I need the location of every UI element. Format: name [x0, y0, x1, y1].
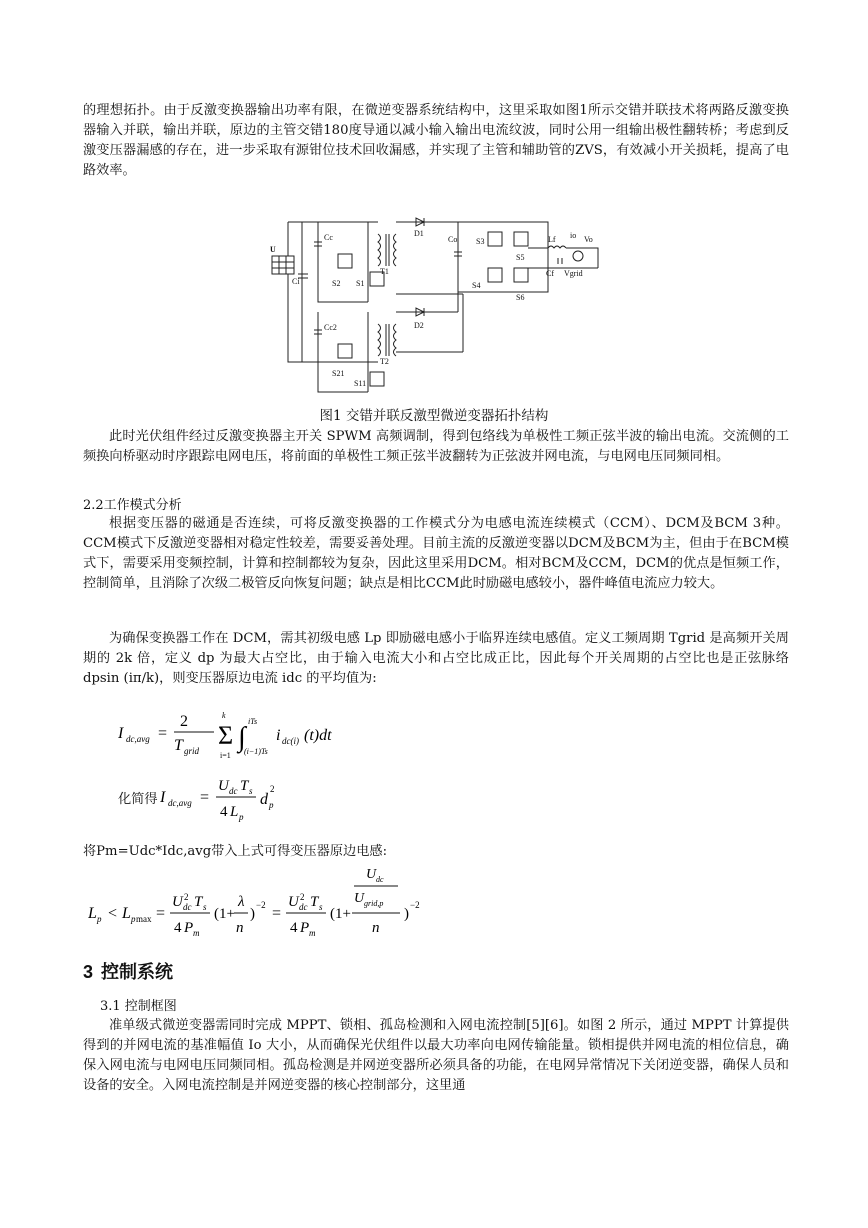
paragraph-dcm: 为确保变换器工作在 DCM，需其初级电感 Lp 即励磁电感小于临界连续电感值。定义工频周期 Tgrid 是高频开关周期的 2k 倍，定义 dp 为最大占空比，由于输入电流大小和占空比成正比，因此每个开关周期的占空比也是正弦脉络 dpsin (iπ/k)，则变压器原边电流 idc 的平均值为:	[83, 631, 789, 686]
figure-1-circuit	[258, 212, 610, 402]
label-U: U	[270, 245, 276, 254]
figure-1-caption: 图1 交错并联反激型微逆变器拓扑结构	[319, 408, 549, 424]
paragraph-modes: 根据变压器的磁通是否连续，可将反激变换器的工作模式分为电感电流连续模式（CCM）、DCM及BCM 3种。CCM模式下反激逆变器相对稳定性较差，需要妥善处理。目前主流的反激逆变器以DCM及BCM为主，但由于在BCM模式下，需要采用变频控制，计算和控制都较为复杂，因此这里采用DCM。相对BCM及CCM，DCM的优点是恒频工作，控制简单，且消除了次级二极管反向恢复问题；缺点是相比CCM此时励磁电感较小，器件峰值电流应力较大。	[83, 516, 789, 591]
svg-text:L: L	[122, 905, 131, 922]
svg-text:P: P	[184, 920, 194, 936]
svg-text:<: <	[108, 905, 118, 922]
svg-text:p: p	[239, 812, 244, 822]
label-Ci: Ci	[292, 277, 300, 286]
svg-text:4: 4	[174, 920, 182, 936]
svg-text:=: =	[156, 905, 166, 922]
svg-text:dc,avg: dc,avg	[126, 734, 150, 744]
section-heading-3	[83, 958, 173, 984]
svg-text:4: 4	[290, 920, 298, 936]
svg-text:T: T	[174, 737, 183, 754]
svg-text:λ: λ	[238, 894, 245, 910]
label-io: io	[570, 231, 577, 240]
svg-text:Σ: Σ	[218, 721, 234, 750]
svg-text:2: 2	[300, 892, 305, 902]
svg-text:U: U	[354, 891, 365, 906]
svg-text:∫: ∫	[238, 722, 246, 753]
svg-text:I: I	[160, 789, 166, 806]
section-heading-3-1: 3.1 控制框图	[100, 999, 177, 1014]
svg-text:2: 2	[180, 713, 188, 730]
svg-text:): )	[404, 906, 409, 922]
equation-simplify-label: 化简得	[118, 792, 158, 807]
svg-text:): )	[250, 906, 255, 922]
svg-text:d: d	[260, 791, 268, 808]
label-T2: T2	[380, 357, 389, 366]
svg-text:s: s	[319, 902, 323, 912]
label-Cc: Cc	[324, 233, 333, 242]
label-T1: T1	[380, 267, 389, 276]
svg-text:2: 2	[270, 784, 275, 794]
label-S11: S11	[354, 379, 367, 388]
svg-text:m: m	[309, 928, 316, 938]
svg-text:I: I	[118, 725, 124, 742]
paragraph-control: 准单级式微逆变器需同时完成 MPPT、锁相、孤岛检测和入网电流控制[5][6]。如图 2 所示，通过 MPPT 计算提供得到的并网电流的基准幅值 Io 大小，从而确保光伏组件以最大功率向电网传输能量。锁相提供并网电流的相位信息，确保入网电流与电网电压同频同相。孤岛检测是并网逆变器所必须具备的功能，在电网异常情况下关闭逆变器，确保人员和设备的安全。入网电流控制是并网逆变器的核心控制部分，这里通	[83, 1018, 789, 1093]
svg-text:dc,avg: dc,avg	[168, 798, 192, 808]
label-Lf: Lf	[548, 235, 556, 244]
svg-text:U: U	[288, 894, 299, 910]
svg-text:k: k	[222, 711, 226, 720]
svg-text:−2: −2	[410, 900, 420, 910]
label-S1: S1	[356, 279, 365, 288]
equation-idc-avg	[118, 704, 378, 769]
label-S21: S21	[332, 369, 345, 378]
label-S4: S4	[472, 281, 481, 290]
svg-text:p: p	[131, 914, 136, 924]
svg-text:P: P	[300, 920, 310, 936]
svg-text:=: =	[158, 725, 168, 742]
svg-text:T: T	[240, 778, 249, 794]
svg-text:−2: −2	[256, 900, 266, 910]
section-title: 控制系统	[101, 962, 174, 983]
svg-text:iTs: iTs	[248, 717, 258, 726]
svg-text:U: U	[172, 894, 183, 910]
svg-text:L: L	[230, 804, 239, 820]
svg-text:=: =	[272, 905, 282, 922]
svg-text:i=1: i=1	[220, 751, 231, 760]
label-S2: S2	[332, 279, 341, 288]
svg-text:(i−1)Ts: (i−1)Ts	[244, 747, 268, 756]
label-Vo: Vo	[584, 235, 593, 244]
svg-text:4: 4	[220, 804, 228, 820]
label-Cc2: Cc2	[324, 323, 337, 332]
svg-text:p: p	[97, 914, 102, 924]
label-Co: Co	[448, 235, 458, 244]
equation-substitute-label: 将Pm=Udc*Idc,avg带入上式可得变压器原边电感:	[83, 844, 388, 859]
section-heading-2-2: 2.2工作模式分析	[83, 498, 182, 513]
svg-text:2: 2	[184, 892, 189, 902]
svg-text:dc: dc	[299, 902, 308, 912]
equation-lp-max	[88, 866, 448, 951]
svg-text:m: m	[193, 928, 200, 938]
svg-text:(1+: (1+	[214, 906, 235, 922]
svg-text:T: T	[194, 894, 203, 910]
svg-text:max: max	[136, 914, 152, 924]
label-Cf: Cf	[546, 269, 554, 278]
svg-text:(t)dt: (t)dt	[304, 727, 332, 744]
svg-text:grid: grid	[184, 746, 200, 756]
svg-text:s: s	[249, 786, 253, 796]
svg-text:dc: dc	[183, 902, 192, 912]
svg-text:T: T	[310, 894, 319, 910]
equation-idc-avg-simplified	[160, 770, 300, 831]
label-S3: S3	[476, 237, 485, 246]
label-S5: S5	[516, 253, 525, 262]
svg-text:=: =	[200, 789, 210, 806]
svg-text:n: n	[372, 920, 380, 936]
svg-text:dc(i): dc(i)	[282, 736, 299, 746]
label-D2: D2	[414, 321, 424, 330]
label-S6: S6	[516, 293, 525, 302]
label-D1: D1	[414, 229, 424, 238]
paragraph-topology: 的理想拓扑。由于反激变换器输出功率有限，在微逆变器系统结构中，这里采取如图1所示交错并联技术将两路反激变换器输入并联，输出并联，原边的主管交错180度导通以减小输入输出电流纹波，同时公用一组输出极性翻转桥；考虑到反激变压器漏感的存在，进一步采取有源钳位技术回收漏感，并实现了主管和辅助管的ZVS，有效减小开关损耗，提高了电路效率。	[83, 103, 789, 178]
svg-text:dc: dc	[376, 875, 384, 884]
paragraph-spwm: 此时光伏组件经过反激变换器主开关 SPWM 高频调制，得到包络线为单极性工频正弦半波的输出电流。交流侧的工频换向桥驱动时序跟踪电网电压，将前面的单极性工频正弦半波翻转为正弦波并网电流，与电网电压同频同相。	[83, 429, 789, 464]
section-number: 3	[83, 962, 94, 982]
svg-text:i: i	[276, 727, 281, 744]
svg-text:U: U	[218, 778, 229, 794]
svg-text:L: L	[88, 905, 97, 922]
svg-text:dc: dc	[229, 786, 238, 796]
svg-text:s: s	[203, 902, 207, 912]
svg-text:grid,p: grid,p	[364, 899, 384, 908]
svg-text:p: p	[269, 800, 274, 810]
svg-text:n: n	[236, 920, 244, 936]
svg-text:(1+: (1+	[330, 906, 351, 922]
svg-text:U: U	[366, 867, 377, 882]
label-Vgrid: Vgrid	[564, 269, 583, 278]
